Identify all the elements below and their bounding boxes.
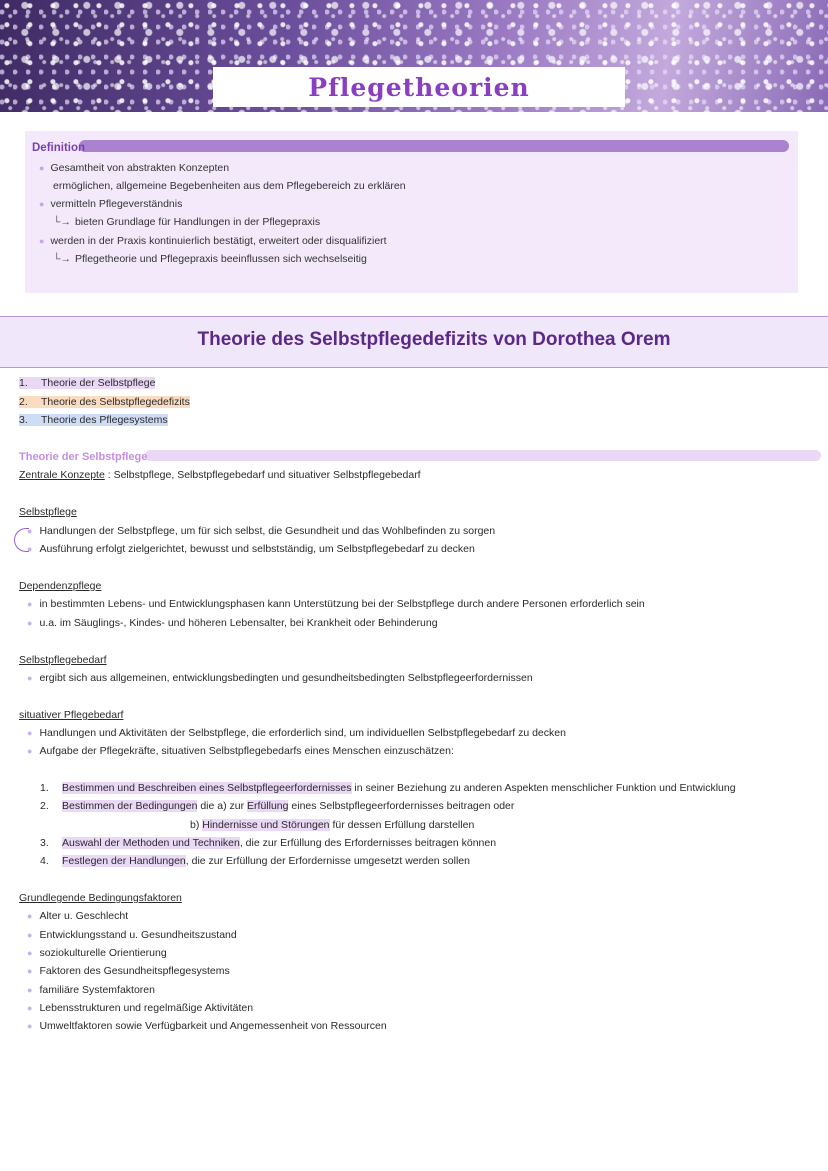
title-box [213,67,625,107]
bullet-icon: ● [27,1003,33,1013]
arrow-icon: └→ [53,216,71,228]
list-item: ● Aufgabe der Pflegekräfte, situativen Selbstpflegebedarfs eines Menschen einzuschätzen: [27,745,454,757]
theory-item: 3. Theorie des Pflegesystems [19,414,168,426]
bullet-icon: ● [27,930,33,940]
bullet-icon: ● [27,673,33,683]
bullet-icon: ● [27,1021,33,1031]
list-item: ● soziokulturelle Orientierung [27,947,167,959]
definition-line: └→ bieten Grundlage für Handlungen in der Pflegepraxis [53,216,321,228]
list-item: ● ergibt sich aus allgemeinen, entwicklungsbedingten und gesundheitsbedingten Selbstpflegeerfordernissen [27,672,533,684]
definition-line: ermöglichen, allgemeine Begebenheiten aus dem Pflegebereich zu erklären [53,180,406,192]
selbstpflegebedarf-heading: Selbstpflegebedarf [19,654,107,666]
faktoren-heading: Grundlegende Bedingungsfaktoren [19,892,182,904]
dependenzpflege-heading: Dependenzpflege [19,580,102,592]
bullet-icon: ● [39,163,45,173]
bullet-icon: ● [27,618,33,628]
list-item: ● Ausführung erfolgt zielgerichtet, bewusst und selbstständig, um Selbstpflegebedarf zu decken [27,543,475,555]
bullet-icon: ● [27,966,33,976]
bullet-icon: ● [27,985,33,995]
list-item: ● Umweltfaktoren sowie Verfügbarkeit und Angemessenheit von Ressourcen [27,1020,387,1032]
bullet-icon: ● [27,599,33,609]
section-title: Theorie des Selbstpflegedefizits von Dorothea Orem [197,329,671,350]
bullet-icon: ● [39,199,45,209]
list-item: ● Handlungen der Selbstpflege, um für sich selbst, die Gesundheit und das Wohlbefinden zu sorgen [27,525,496,537]
bullet-icon: ● [27,544,33,554]
bullet-icon: ● [27,948,33,958]
bullet-icon: ● [39,236,45,246]
list-item: ● Handlungen und Aktivitäten der Selbstpflege, die erforderlich sind, um individuellen Selbstpflegebedarf zu decken [27,727,566,739]
theory-item: 2. Theorie des Selbstpflegedefizits [19,396,190,408]
definition-heading: Definition [32,142,86,154]
list-item: ● Faktoren des Gesundheitspflegesystems [27,965,230,977]
bullet-icon: ● [27,728,33,738]
step-item: 1. Bestimmen und Beschreiben eines Selbstpflegeerfordernisses in seiner Beziehung zu anderen Aspekten menschlicher Funktion und Entwicklung [40,782,736,794]
central-concepts: Zentrale Konzepte : Selbstpflege, Selbstpflegebedarf und situativer Selbstpflegebedarf [19,469,421,481]
list-item: ● Lebensstrukturen und regelmäßige Aktivitäten [27,1002,254,1014]
definition-bar [79,140,789,152]
list-item: ● in bestimmten Lebens- und Entwicklungsphasen kann Unterstützung bei der Selbstpflege durch andere Personen erforderlich sein [27,598,645,610]
list-item: ● Alter u. Geschlecht [27,910,129,922]
arrow-icon: └→ [53,253,71,265]
definition-line: ● Gesamtheit von abstrakten Konzepten [39,162,230,174]
section-band [0,316,828,368]
selbstpflege-heading: Selbstpflege [19,506,77,518]
subsection-bar [145,450,821,461]
step-item: 2. Bestimmen der Bedingungen die a) zur Erfüllung eines Selbstpflegeerfordernisses beitragen oder [40,800,515,812]
step-item: 3. Auswahl der Methoden und Techniken, die zur Erfüllung des Erfordernisses beitragen können [40,837,497,849]
step-item: 4. Festlegen der Handlungen, die zur Erfüllung der Erfordernisse umgesetzt werden sollen [40,855,470,867]
bullet-icon: ● [27,911,33,921]
situativ-heading: situativer Pflegebedarf [19,709,124,721]
list-item: ● u.a. im Säuglings-, Kindes- und höheren Lebensalter, bei Krankheit oder Behinderung [27,617,438,629]
list-item: ● familiäre Systemfaktoren [27,984,155,996]
bullet-icon: ● [27,526,33,536]
definition-box [25,131,798,293]
bullet-icon: ● [27,746,33,756]
definition-line: └→ Pflegetheorie und Pflegepraxis beeinflussen sich wechselseitig [53,253,367,265]
definition-line: ● werden in der Praxis kontinuierlich bestätigt, erweitert oder disqualifiziert [39,235,387,247]
theory-item: 1. Theorie der Selbstpflege [19,377,156,389]
page-title: Pflegetheorien [308,72,530,102]
list-item: ● Entwicklungsstand u. Gesundheitszustand [27,929,237,941]
definition-line: ● vermitteln Pflegeverständnis [39,198,183,210]
subsection-heading: Theorie der Selbstpflege [19,451,148,463]
step-item: b) Hindernisse und Störungen für dessen Erfüllung darstellen [190,819,475,831]
